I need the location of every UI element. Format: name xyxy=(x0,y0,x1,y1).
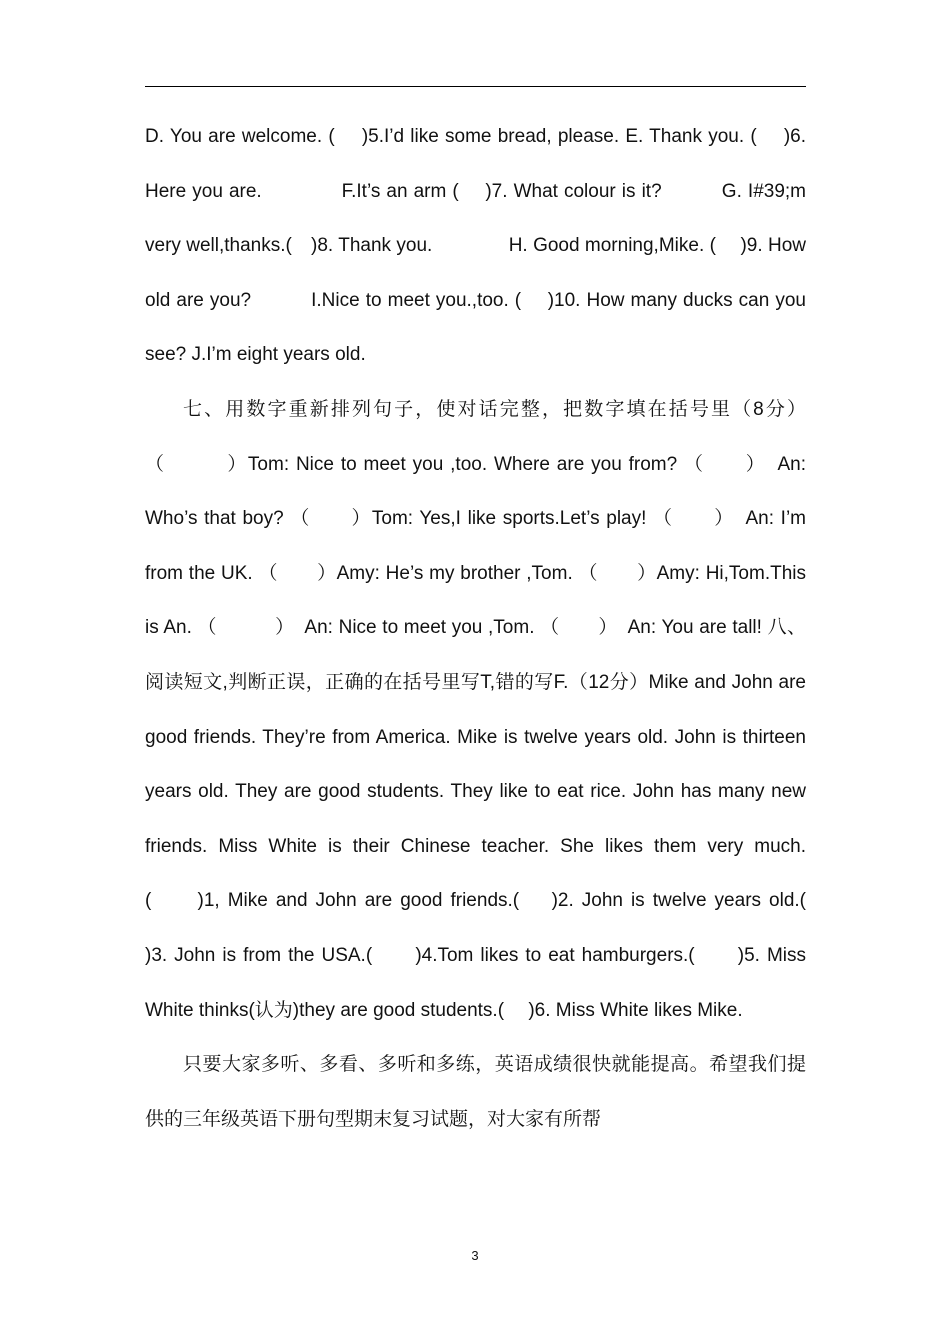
paragraph-matching-exercise: D. You are welcome. ( )5.I’d like some bread, please. E. Thank you. ( )6. Here you are. F.It’s an arm ( )7. What colour is it? G. I#39;m very well,thanks.( )8. Thank you. H. Good morning,Mike. ( )9. How old are you? I.Nice to meet you.,too. ( )10. How many ducks can you see? J.I’m eight years old. xyxy=(145,126,806,366)
header-rule xyxy=(145,86,806,87)
page-number: 3 xyxy=(471,1248,479,1263)
document-body xyxy=(145,110,831,1147)
paragraph-closing: 只要大家多听、多看、多听和多练，英语成绩很快就能提高。希望我们提供的三年级英语下册句型期末复习试题，对大家有所帮 xyxy=(145,1054,806,1130)
paragraph-ordering-and-reading: 七、用数字重新排列句子，使对话完整，把数字填在括号里（8分）（ ）Tom: Nice to meet you ,too. Where are you from? （ ） An: Who’s that boy? （ ）Tom: Yes,I like sports.Let’s play! （ ） An: I’m from the UK. （ ）Amy: He’s my brother ,Tom. （ ）Amy: Hi,Tom.This is An. （ ） An: Nice to meet you ,Tom. （ ） An: You are tall! 八、阅读短文,判断正误，正确的在括号里写T,错的写F.（12分）Mike and John are good friends. They’re from America. Mike is twelve years old. John is thirteen years old. They are good students. They like to eat rice. John has many new friends. Miss White is their Chinese teacher. She likes them very much.( )1, Mike and John are good friends.( )2. John is twelve years old.( )3. John is from the USA.( )4.Tom likes to eat hamburgers.( )5. Miss White thinks(认为)they are good students.( )6. Miss White likes Mike. xyxy=(145,398,831,1021)
